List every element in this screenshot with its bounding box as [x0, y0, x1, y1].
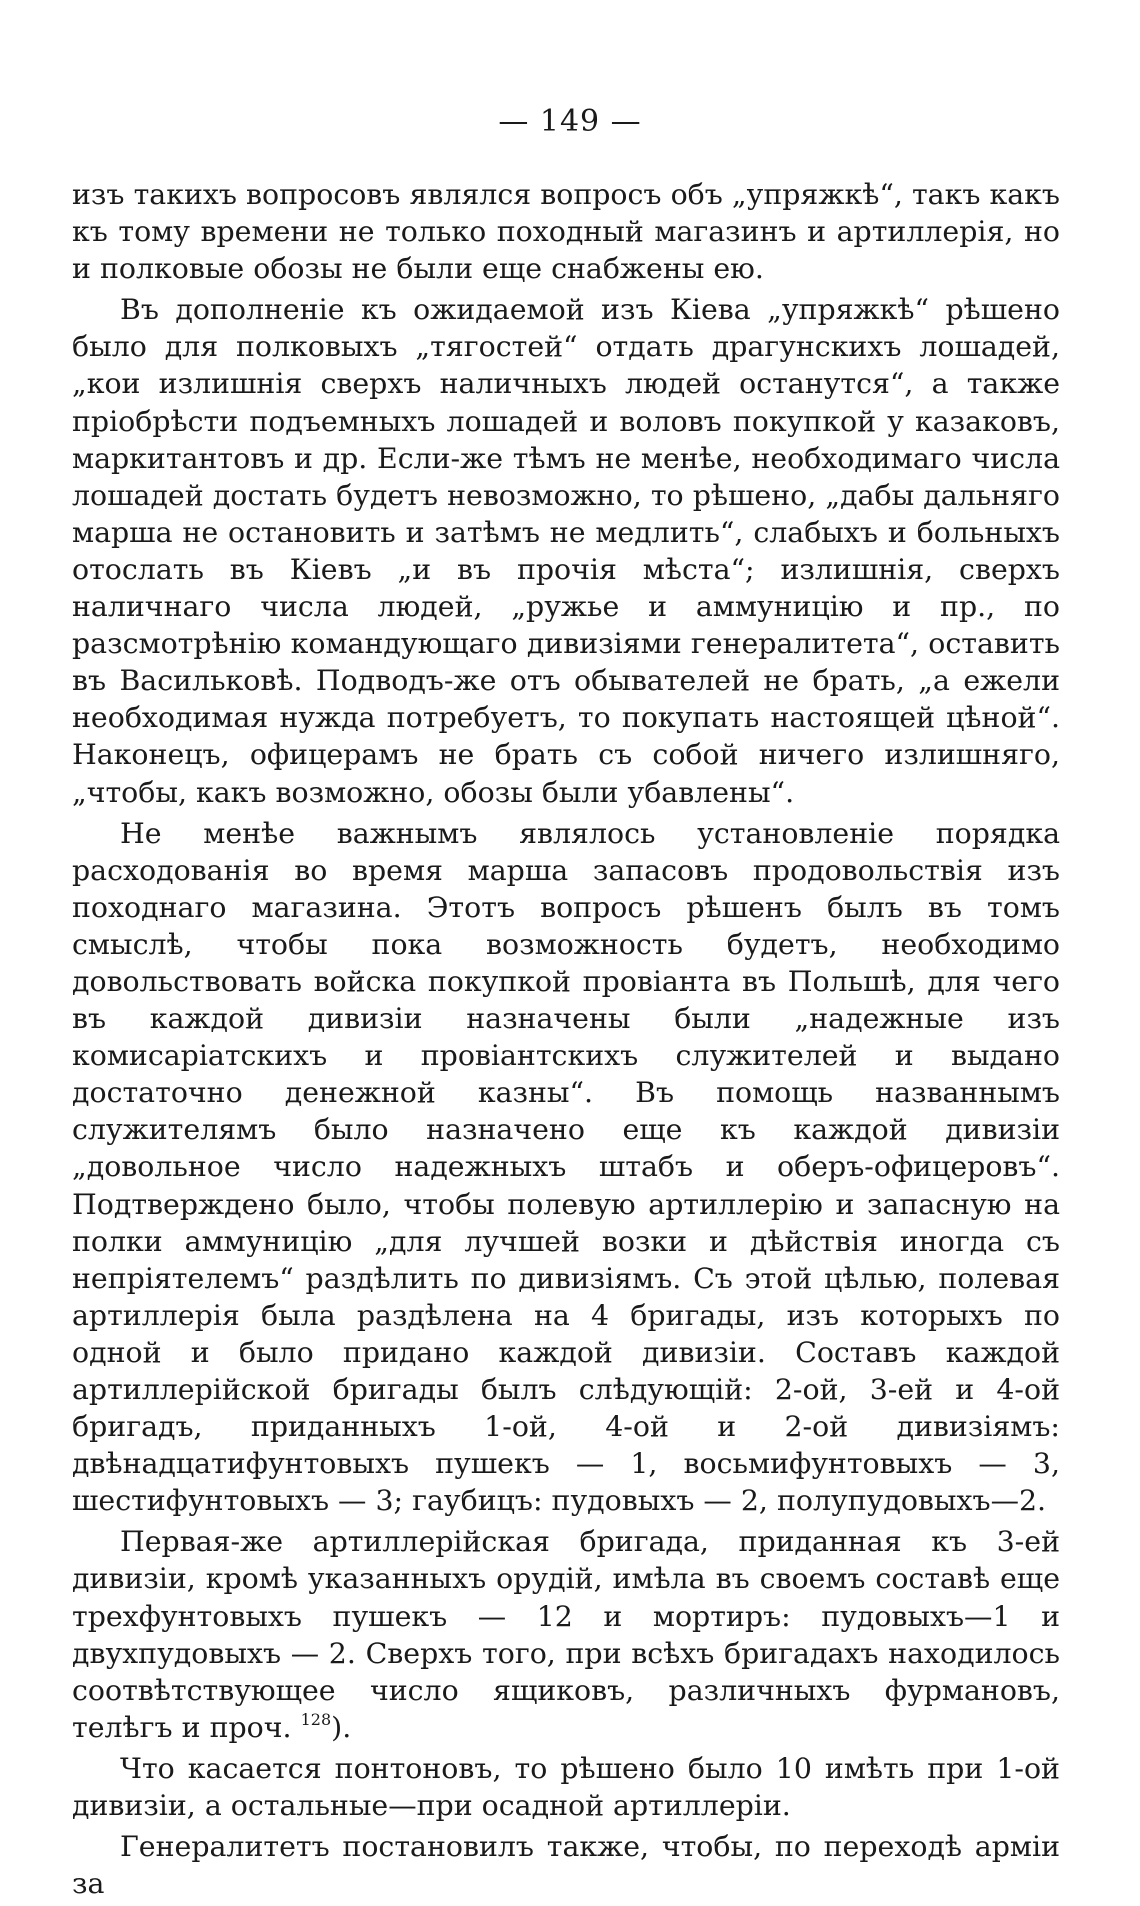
paragraph-pontoons: Что касается понтоновъ, то рѣшено было 10 имѣть при 1-ой дивизіи, а остальные—при осадной артиллеріи.	[72, 1751, 1060, 1823]
paragraph-harness-supply: Въ дополненіе къ ожидаемой изъ Кіева „упряжкѣ“ рѣшено было для полковыхъ „тягостей“ отдать драгунскихъ лошадей, „кои излишнія сверхъ наличныхъ людей останутся“, а также пріобрѣсти подъемныхъ лошадей и воловъ покупкой у казаковъ, маркитантовъ и др. Если-же тѣмъ не менѣе, необходимаго числа лошадей достать будетъ невозможно, то рѣшено, „дабы дальняго марша не остановить и затѣмъ не медлить“, слабыхъ и больныхъ отослать въ Кіевъ „и въ прочія мѣста“; излишнія, сверхъ наличнаго числа людей, „ружье и аммуницію и пр., по разсмотрѣнію командующаго дивизіями генералитета“, оставить въ Васильковѣ. Подводъ-же отъ обывателей не брать, „а ежели необходимая нужда потребуетъ, то покупать настоящей цѣной“. Наконецъ, офицерамъ не брать съ собой ничего излишняго, „чтобы, какъ возможно, обозы были убавлены“.	[72, 293, 1060, 809]
footnote-closing: ).	[331, 1710, 352, 1744]
page-number: — 149 —	[498, 104, 642, 139]
paragraph-first-brigade-text: Первая-же артиллерійская бригада, приданная къ 3-ей дивизіи, кромѣ указанныхъ орудій, имѣла въ своемъ составѣ еще трехфунтовыхъ пушекъ — 12 и мортиръ: пудовыхъ—1 и двухпудовыхъ — 2. Сверхъ того, при всѣхъ бригадахъ находилось соотвѣтствующее число ящиковъ, различныхъ фурмановъ, телѣгъ и проч.	[72, 1525, 1060, 1744]
paragraph-provisions-artillery: Не менѣе важнымъ являлось установленіе порядка расходованія во время марша запасовъ продовольствія изъ походнаго магазина. Этотъ вопросъ рѣшенъ былъ въ томъ смыслѣ, чтобы пока возможность будетъ, необходимо довольствовать войска покупкой провіанта въ Польшѣ, для чего въ каждой дивизіи назначены были „надежные изъ комисаріатскихъ и провіантскихъ служителей и выдано достаточно денежной казны“. Въ помощь названнымъ служителямъ было назначено еще къ каждой дивизіи „довольное число надежныхъ штабъ и оберъ-офицеровъ“. Подтверждено было, чтобы полевую артиллерію и запасную на полки аммуницію „для лучшей возки и дѣйствія иногда съ непріятелемъ“ раздѣлить по дивизіямъ. Съ этой цѣлью, полевая артиллерія была раздѣлена на 4 бригады, изъ которыхъ по одной и было придано каждой дивизіи. Составъ каждой артиллерійской бригады былъ слѣдующій: 2-ой, 3-ей и 4-ой бригадъ, приданныхъ 1-ой, 4-ой и 2-ой дивизіямъ: двѣнадцатифунтовыхъ пушекъ — 1, восьмифунтовыхъ — 3, шестифунтовыхъ — 3; гаубицъ: пудовыхъ — 2, полупудовыхъ—2.	[72, 816, 1060, 1518]
paragraph-first-brigade	[72, 1523, 1060, 1746]
body-text	[72, 176, 1060, 1906]
footnote-reference: 128	[300, 1709, 332, 1729]
paragraph-continuation: изъ такихъ вопросовъ являлся вопросъ объ „упряжкѣ“, такъ какъ къ тому времени не только походный магазинъ и артиллерія, но и полковые обозы не были еще снабжены ею.	[72, 178, 1060, 286]
paragraph-generalitet: Генералитетъ постановилъ также, чтобы, по переходѣ арміи за	[72, 1830, 1060, 1901]
